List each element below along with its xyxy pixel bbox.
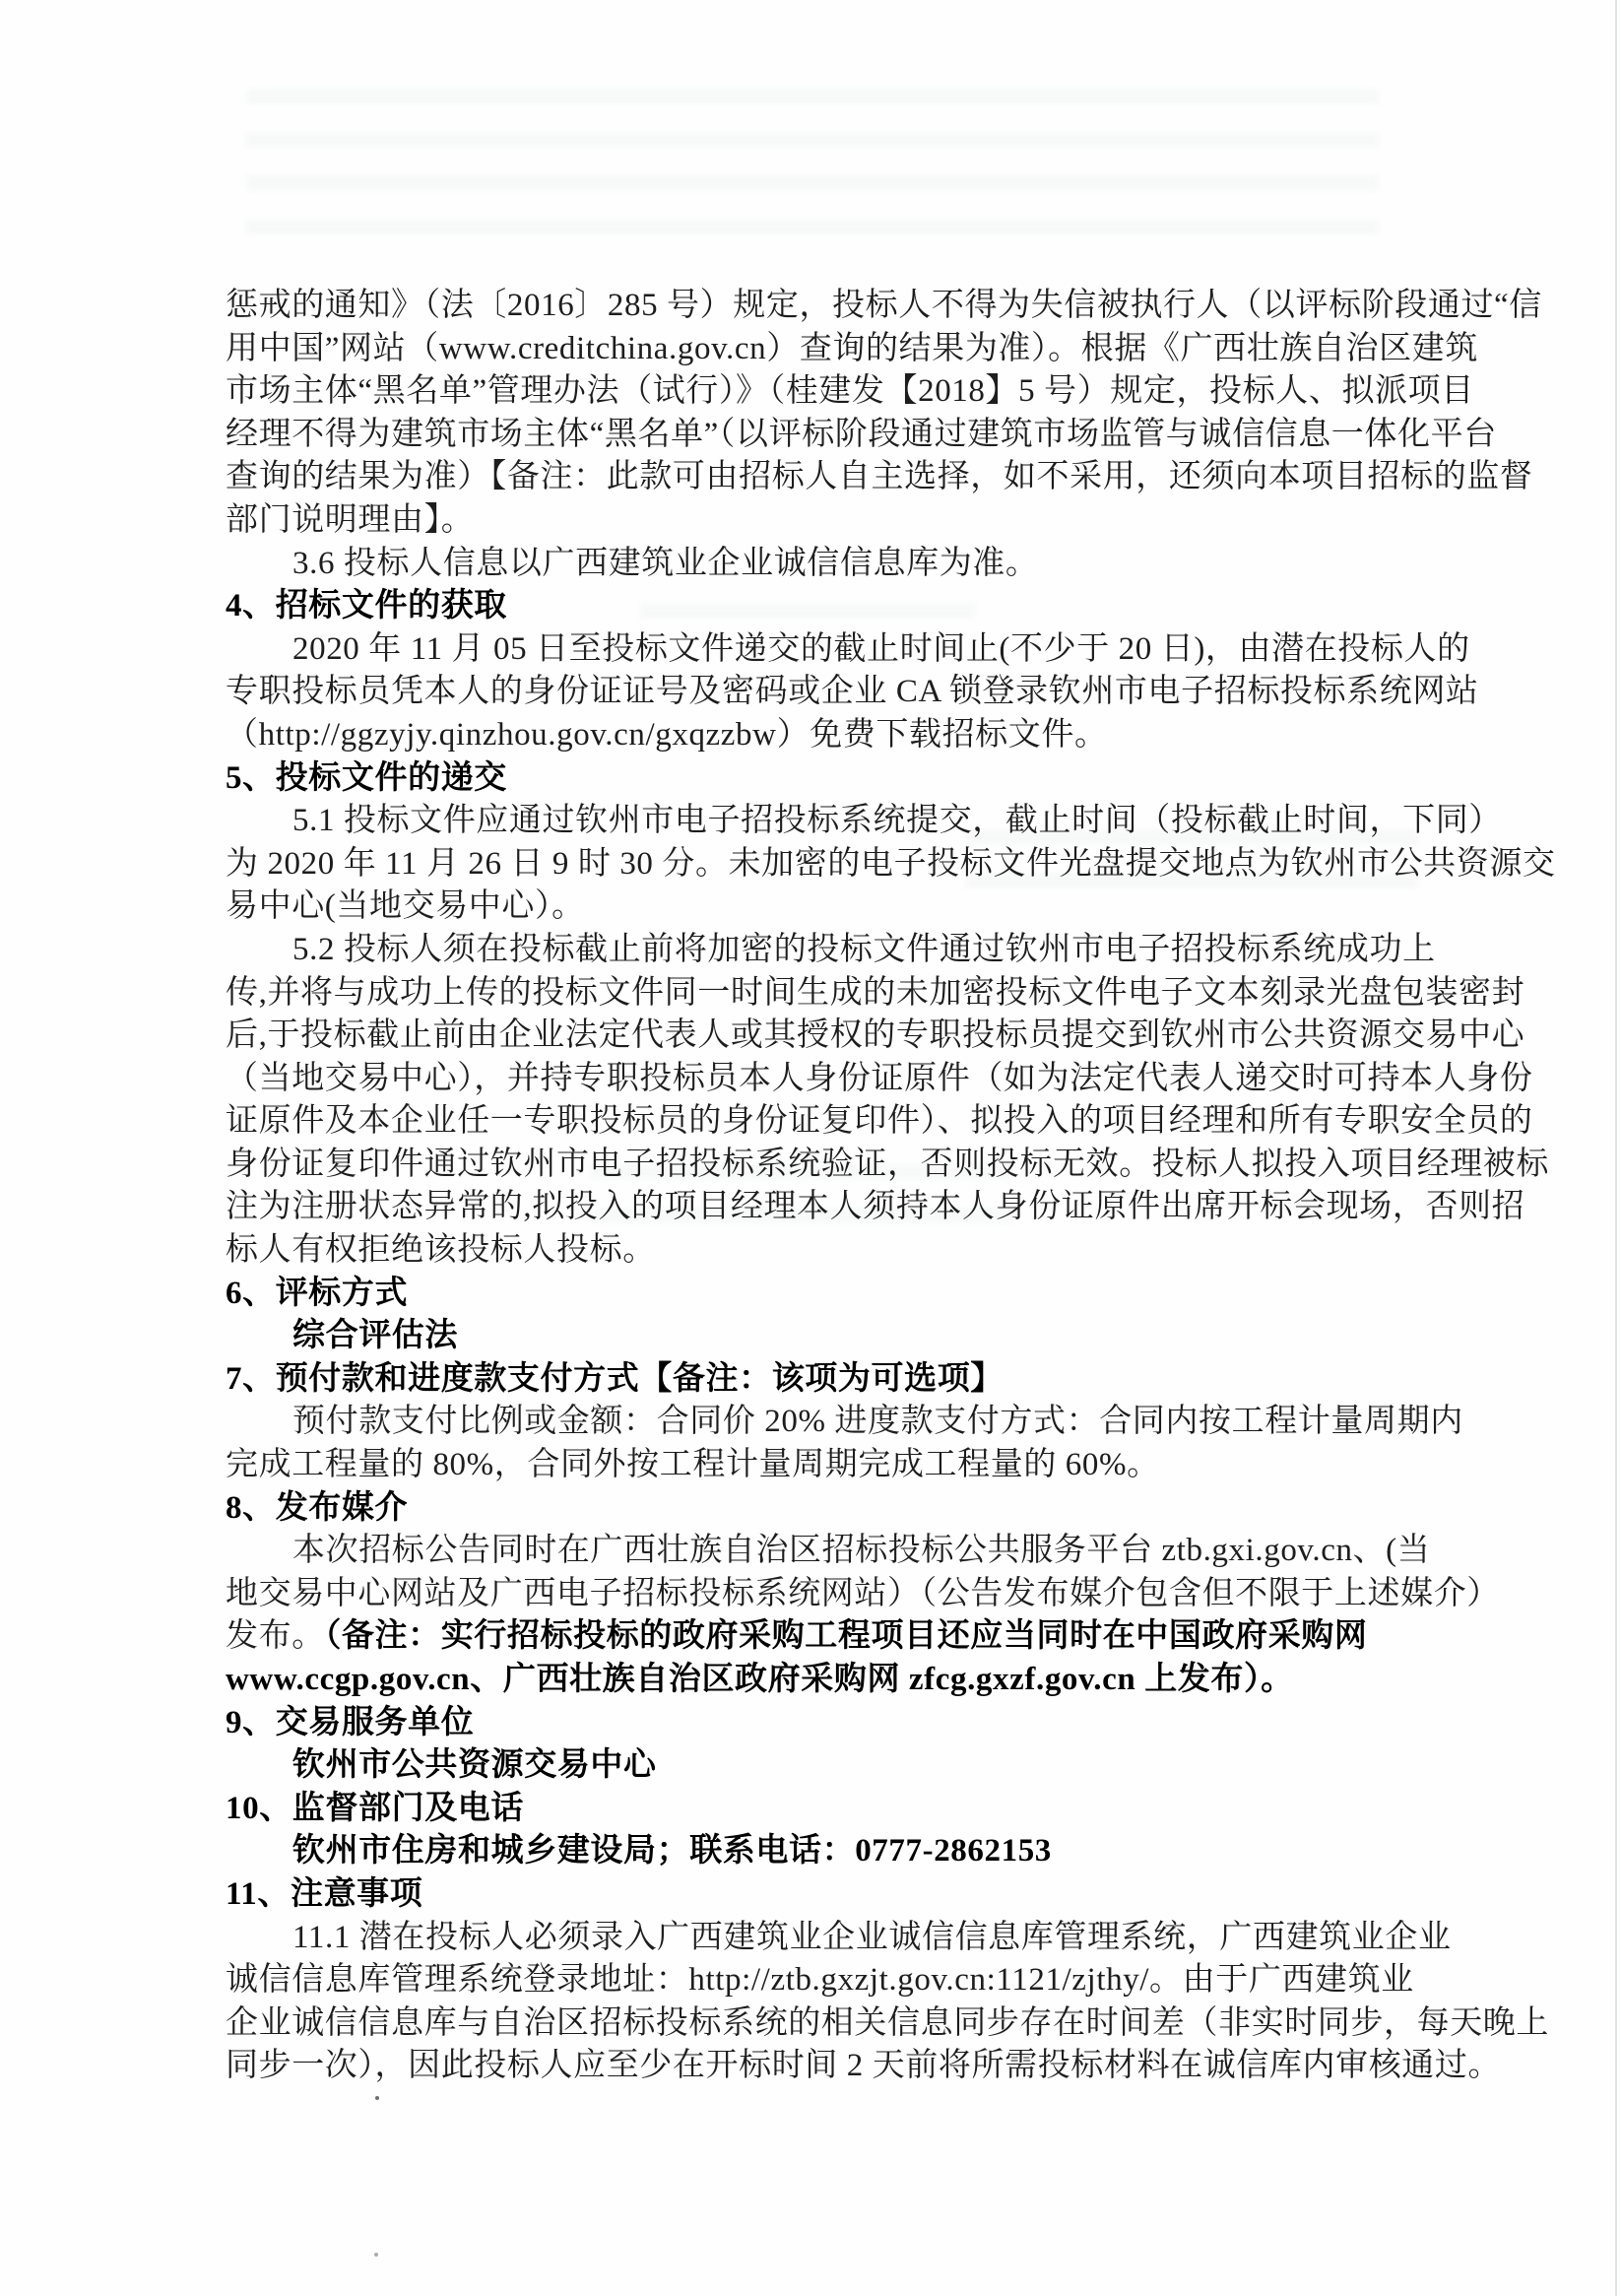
text-segment: 5、投标文件的递交 (226, 759, 507, 796)
text-segment: 6、评标方式 (226, 1275, 409, 1311)
text-line (226, 1186, 1525, 1229)
text-segment: 5.2 投标人须在投标截止前将加密的投标文件通过钦州市电子招投标系统成功上 (292, 931, 1436, 967)
text-line (226, 2002, 1549, 2046)
text-segment: 8、发布媒介 (226, 1489, 409, 1526)
text-segment: 用中国”网站（www.creditchina.gov.cn）查询的结果为准）。根据《广西壮族自治区建筑 (226, 330, 1478, 366)
text-line (226, 628, 1470, 672)
text-line (226, 2045, 1502, 2088)
text-segment: 传,并将与成功上传的投标文件同一时间生成的未加密投标文件电子文本刻录光盘包装密封 (226, 974, 1525, 1011)
text-segment: 注为注册状态异常的,拟投入的项目经理本人须持本人身份证原件出席开标会现场，否则招 (226, 1189, 1525, 1225)
text-line (226, 671, 1479, 714)
text-segment: （http://ggzyjy.qinzhou.gov.cn/gxqzzbw）免费下载招标文件。 (226, 716, 1108, 753)
text-line (226, 1573, 1500, 1616)
text-line (226, 414, 1497, 457)
text-segment: 3.6 投标人信息以广西建筑业企业诚信信息库为准。 (292, 545, 1039, 581)
text-segment: 11、注意事项 (226, 1875, 423, 1912)
text-line (226, 1615, 1452, 1659)
text-segment: 4、招标文件的获取 (226, 588, 507, 624)
text-line (226, 370, 1474, 414)
text-line (226, 543, 1452, 586)
document-text (226, 285, 1556, 2088)
text-segment: （备注：实行招标投标的政府采购工程项目还应当同时在中国政府采购网 (324, 1618, 1368, 1655)
text-line (226, 499, 1452, 543)
text-line (226, 843, 1556, 886)
scan-speck (375, 2096, 379, 2100)
text-line (226, 1959, 1452, 2002)
text-line (226, 1444, 1452, 1487)
text-segment: 5.1 投标文件应通过钦州市电子招投标系统提交，截止时间（投标截止时间，下同） (292, 803, 1502, 839)
text-line (226, 800, 1502, 843)
text-line (226, 1744, 1452, 1788)
scan-edge-line (1615, 0, 1617, 2296)
section-heading-line (226, 1788, 1452, 1831)
text-line (226, 285, 1542, 328)
text-segment: 市场主体“黑名单”管理办法（试行）》（桂建发【2018】5 号）规定，投标人、拟派项目 (226, 373, 1474, 410)
text-segment: 11.1 潜在投标人必须录入广西建筑业企业诚信信息库管理系统，广西建筑业企业 (292, 1919, 1452, 1955)
text-segment: www.ccgp.gov.cn、广西壮族自治区政府采购网 zfcg.gxzf.gov.cn 上发布）。 (226, 1662, 1294, 1697)
text-segment: 完成工程量的 80%，合同外按工程计量周期完成工程量的 60%。 (226, 1447, 1160, 1483)
text-line (226, 1144, 1549, 1187)
text-segment: 发布。 (226, 1618, 325, 1655)
section-heading-line (226, 1487, 1452, 1531)
text-segment: 7、预付款和进度款支付方式【备注：该项为可选项】 (226, 1360, 1004, 1397)
text-segment: 部门说明理由】。 (226, 501, 475, 538)
text-segment: 9、交易服务单位 (226, 1704, 475, 1740)
text-segment: 查询的结果为准）【备注：此款可由招标人自主选择，如不采用，还须向本项目招标的监督 (226, 459, 1533, 495)
text-line (226, 1058, 1533, 1101)
text-line (226, 1530, 1452, 1573)
text-line (226, 1659, 1452, 1702)
text-segment: 证原件及本企业任一专职投标员的身份证复印件）、拟投入的项目经理和所有专职安全员的 (226, 1103, 1533, 1140)
scan-speck (374, 2253, 378, 2257)
text-segment: 地交易中心网站及广西电子招标投标系统网站）（公告发布媒介包含但不限于上述媒介） (226, 1575, 1500, 1611)
scan-artifact (246, 89, 1379, 256)
text-segment: 为 2020 年 11 月 26 日 9 时 30 分。未加密的电子投标文件光盘提交地点为钦州市公共资源交 (226, 845, 1556, 882)
text-line (226, 929, 1452, 972)
text-segment: 身份证复印件通过钦州市电子招投标系统验证，否则投标无效。投标人拟投入项目经理被标 (226, 1146, 1549, 1182)
text-line (226, 1917, 1452, 1960)
text-line (226, 1100, 1533, 1144)
text-segment: 钦州市住房和城乡建设局；联系电话：0777-2862153 (292, 1833, 1052, 1870)
section-heading-line (226, 757, 1452, 801)
text-segment: 企业诚信信息库与自治区招标投标系统的相关信息同步存在时间差（非实时同步，每天晚上 (226, 2004, 1549, 2041)
text-segment: 惩戒的通知》（法〔2016〕285 号）规定，投标人不得为失信被执行人（以评标阶段通过“信 (226, 288, 1542, 323)
text-segment: （当地交易中心），并持专职投标员本人身份证原件（如为法定代表人递交时可持本人身份 (226, 1060, 1533, 1096)
section-heading-line (226, 1273, 1452, 1316)
text-segment: 钦州市公共资源交易中心 (292, 1747, 657, 1784)
text-segment: 本次招标公告同时在广西壮族自治区招标投标公共服务平台 ztb.gxi.gov.cn、(当 (292, 1533, 1431, 1569)
text-line (226, 1229, 1452, 1273)
text-segment: 标人有权拒绝该投标人投标。 (226, 1232, 656, 1269)
text-segment: 诚信信息库管理系统登录地址：http://ztb.gxzjt.gov.cn:1121/zjthy/。由于广西建筑业 (226, 1962, 1414, 1999)
text-line (226, 1315, 1452, 1358)
text-segment: 预付款支付比例或金额：合同价 20% 进度款支付方式：合同内按工程计量周期内 (292, 1404, 1463, 1440)
section-heading-line (226, 585, 1452, 628)
text-line (226, 972, 1525, 1016)
text-line (226, 714, 1452, 757)
text-line (226, 1830, 1452, 1873)
text-segment: 10、监督部门及电话 (226, 1790, 524, 1826)
text-segment: 专职投标员凭本人的身份证证号及密码或企业 CA 锁登录钦州市电子招标投标系统网站 (226, 674, 1479, 710)
text-segment: 2020 年 11 月 05 日至投标文件递交的截止时间止(不少于 20 日)，由潜在投标人的 (292, 630, 1470, 667)
text-line (226, 1015, 1525, 1058)
text-segment: 经理不得为建筑市场主体“黑名单”（以评标阶段通过建筑市场监管与诚信信息一体化平台 (226, 416, 1497, 452)
section-heading-line (226, 1873, 1452, 1917)
section-heading-line (226, 1702, 1452, 1745)
text-line (226, 456, 1533, 499)
text-segment: 同步一次），因此投标人应至少在开标时间 2 天前将所需投标材料在诚信库内审核通过。 (226, 2048, 1502, 2084)
text-line (226, 1401, 1463, 1444)
text-segment: 后,于投标截止前由企业法定代表人或其授权的专职投标员提交到钦州市公共资源交易中心 (226, 1017, 1525, 1054)
text-segment: 综合评估法 (292, 1318, 458, 1354)
text-line (226, 328, 1478, 371)
section-heading-line (226, 1358, 1452, 1402)
text-segment: 易中心(当地交易中心）。 (226, 888, 585, 925)
text-line (226, 886, 1452, 929)
